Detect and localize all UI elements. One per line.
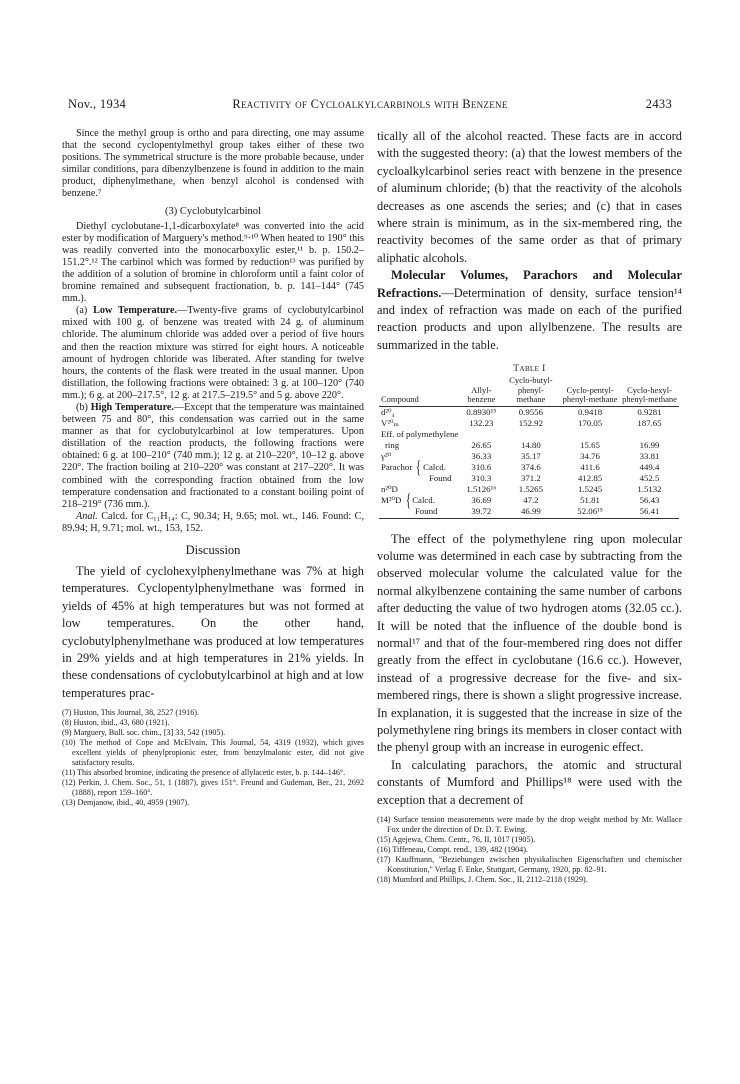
paragraph-analysis	[62, 511, 364, 535]
row-label: γ²⁰	[381, 450, 392, 461]
table-cell: 33.81	[639, 450, 660, 461]
table-cell: 152.92	[518, 417, 543, 428]
row-label: n²⁰D	[381, 483, 398, 494]
table-cell: 310.3	[471, 472, 492, 483]
column-header: Compound	[379, 376, 461, 406]
table-cell: 36.69	[471, 494, 492, 505]
table-cell: 1.5265	[518, 483, 543, 494]
molecular-volumes-text: —Determination of density, surface tension¹⁴ and index of refraction was made on each of the purified reaction products and upon allylbenzene. The results are summarized in the table.	[377, 285, 682, 352]
footnote: (9) Marguery, Bull. soc. chim., [3] 33, 542 (1905).	[62, 728, 226, 738]
table-row	[379, 406, 679, 418]
table-cell: 0.9556	[518, 406, 543, 417]
table-row	[379, 462, 679, 473]
table-cell: 0.8930¹⁵	[466, 406, 497, 417]
table-cell: 51.81	[580, 494, 600, 505]
discussion-heading: Discussion	[185, 543, 241, 557]
row-label: Eff. of polymethylene	[381, 428, 459, 439]
table-cell: 132.23	[469, 417, 494, 428]
column-header: Cyclo-butyl-phenyl-methane	[502, 376, 560, 406]
paragraph-high-temperature	[62, 402, 364, 511]
brace-glyph: {	[416, 457, 422, 478]
running-header	[68, 97, 672, 113]
table-cell: 452.5	[639, 472, 660, 483]
low-temperature-heading: Low Temperature.	[93, 305, 178, 317]
row-sublabel: Calcd.	[412, 494, 435, 505]
footnote: (13) Demjanow, ibid., 40, 4959 (1907).	[62, 798, 190, 808]
table-cell: 170.05	[577, 417, 603, 428]
high-temperature-text: —Except that the temperature was maintained between 75 and 80°, this condensation was carried out in the same manner as that for cyclobutylcarbinol at low temperatures. Upon distillation of the reaction products, the following fractions were obtained: 6 g. at 100–210° (740 mm.); 12 g. at 210–220°, 10–12 g. above 220°. The fraction boiling at 210–220° was constant at 217–220°. It was combined with the corresponding fraction obtained from the low temperature condensation and fractionated to a constant boiling point of 218–219° (736 mm.).	[62, 401, 364, 510]
table-cell: 1.5245	[577, 483, 603, 494]
table-cell: 39.72	[461, 506, 502, 519]
analysis-text: Calcd. for C₁₁H₁₄: C, 90.34; H, 9.65; mol. wt., 146. Found: C, 89.94; H, 9.71; mol. wt., 153, 152.	[62, 510, 364, 534]
data-table	[379, 376, 679, 518]
table-cell: 26.65	[471, 439, 492, 450]
table-cell: 449.4	[639, 461, 660, 472]
table-cell: 15.65	[580, 439, 600, 450]
table-cell: 310.6	[471, 461, 492, 472]
table-cell: 56.43	[639, 494, 660, 505]
footnote: (8) Huston, ibid., 43, 680 (1921).	[62, 718, 170, 728]
table-cell: 35.17	[520, 450, 541, 461]
table-header-row	[379, 376, 679, 406]
table-row	[379, 484, 679, 495]
table-cell: 36.33	[471, 450, 492, 461]
paragraph-continued: tically all of the alcohol reacted. These facts are in accord with the suggested theory: (a) that the lowest members of the cycloalkylcarbinol series react with benzene in the presence of aluminum chloride; (b) that the reactivity of the alcohols decreases as one ascends the series; and (c) that in cases where strain is minimum, as in the six-membered ring, the reactivity becomes of the same order as that of primary aliphatic alcohols.	[377, 129, 682, 265]
brace-glyph: {	[405, 490, 411, 511]
item-label-a: (a)	[76, 305, 94, 317]
paragraph-diethyl-ester: Diethyl cyclobutane-1,1-dicarboxylate⁸ was converted into the acid ester by modification of Marguery's method.⁹·¹⁰ When heated to 190° this was readily converted into the monocarboxylic ester,¹¹ b. p. 150.2–151.2°.¹² The carbinol which was formed by reduction¹³ was purified by the addition of a solution of bromine in chloroform until a faint color of bromine remained and subsequent fractionation, b. p. 141–144° (745 mm.).	[62, 220, 364, 305]
paragraph-methyl-group: Since the methyl group is ortho and para directing, one may assume that the second cyclopentylmethyl group takes either of these two positions. The symmetrical structure is the more probable because, under similar conditions, para dibenzylbenzene is found in addition to the main product, diphenylmethane, when benzyl alcohol is condensed with benzene.⁷	[62, 128, 364, 200]
table-cell: 16.99	[639, 439, 660, 450]
column-header: Cyclo-pentyl-phenyl-methane	[560, 376, 620, 406]
paragraph-discussion: The yield of cyclohexylphenylmethane was 7% at high temperatures. Cyclopentylphenylmethane was formed in yields of 45% at high temperatures but was not formed at low temperatures. On the other hand, cyclobutylphenylmethane was produced at low temperatures in 29% yields and at high temperatures in 21% yields. In these condensations of cyclobutylcarbinol at high and at low temperatures prac-	[62, 564, 364, 700]
left-column	[62, 128, 364, 808]
molecular-volumes-heading: Molecular Volumes, Parachors and Molecular Refractions.	[377, 268, 682, 300]
paragraph-low-temperature	[62, 305, 364, 402]
parachor-label: Parachor	[381, 461, 413, 472]
footnote: (16) Tiffeneau, Compt. rend., 139, 482 (1904).	[377, 845, 528, 854]
footnote: (17) Kauffmann, "Beziehungen zwischen physikalischen Eigenschaften und chemischer Konstitution," Verlag F. Enke, Stuttgart, Germany, 1920, pp. 82–91.	[377, 855, 682, 874]
table-cell: 1.5126¹⁶	[466, 483, 497, 494]
table-cell: 374.6	[520, 461, 541, 472]
footnote: (11) This absorbed bromine, indicating the presence of allylacetic ester, b. p. 144–146°.	[62, 768, 346, 778]
anal-label: Anal.	[76, 510, 98, 522]
table-cell: 52.06¹⁵	[560, 506, 620, 519]
header-title: Reactivity of Cycloalkylcarbinols with Benzene	[232, 97, 508, 111]
footnote: (18) Mumford and Phillips, J. Chem. Soc., II, 2112–2118 (1929).	[377, 875, 588, 884]
page-number: 2433	[645, 97, 672, 111]
mrd-label: M²⁰D	[381, 494, 402, 505]
table-cell: 0.9281	[637, 406, 662, 417]
row-label: ring	[385, 439, 400, 450]
table-cell: 187.65	[637, 417, 662, 428]
high-temperature-heading: High Temperature.	[90, 401, 174, 413]
table-cell: 46.99	[502, 506, 560, 519]
table-cell: 47.2	[523, 494, 539, 505]
footnotes-right	[377, 815, 682, 885]
table-row	[379, 418, 679, 429]
column-header: Allyl-benzene	[461, 376, 502, 406]
table-caption: Table I	[513, 364, 546, 375]
paragraph-polymethylene-effect: The effect of the polymethylene ring upon molecular volume was determined in each case by subtracting from the observed molecular volume the calculated value for the normal alkylbenzene containing the same number of carbons after deducting the value of two hydrogen atoms (32.05 cc.). It will be noted that the influence of the double bond is normal¹⁷ and that of the four-membered ring does not differ greatly from the effect in cyclobutane (16.6 cc.). However, instead of a progressive decrease for the five- and six-membered rings, there is shown a slight progressive increase. In explanation, it is suggested that the increase in size of the polymethylene ring brings its members in closer contact with the phenyl group with an increase in eurogenic effect.	[377, 531, 682, 755]
right-column	[377, 128, 682, 885]
table-row	[379, 429, 679, 440]
row-sublabel: Found	[429, 472, 452, 483]
table-row	[379, 473, 679, 484]
header-date: Nov., 1934	[68, 97, 127, 111]
item-label-b: (b)	[76, 401, 91, 413]
table-cell: 14.80	[520, 439, 541, 450]
row-sublabel: Calcd.	[423, 461, 446, 472]
table-row	[379, 495, 679, 506]
low-temperature-text: —Twenty-five grams of cyclobutylcarbinol mixed with 100 g. of benzene was treated with 24 g. of aluminum chloride. The aluminum chloride was added over a period of five hours and then the reaction mixture was stirred for eight hours. A noticeable amount of hydrogen chloride was liberated. After standing for twelve hours, the contents of the flask were treated in the usual manner. Upon distillation, the following fractions were obtained: 3 g. at 100–120° (740 mm.); 6 g. at 200–217.5°, 12 g. at 217.5–219.5° and 5 g. above 220°.	[62, 305, 365, 401]
table-cell: 0.9418	[577, 406, 603, 417]
row-label: V²⁰ₘ	[381, 417, 399, 428]
table-cell: 1.5132	[637, 483, 662, 494]
table-cell: 371.2	[520, 472, 541, 483]
column-header: Cyclo-hexyl-phenyl-methane	[620, 376, 679, 406]
table-cell: 412.85	[577, 472, 603, 483]
footnote: (10) The method of Cope and McElvain, This Journal, 54, 4319 (1932), which gives excellent yields of phenylpropionic ester, from benzylmalonic ester, did not give satisfactory results.	[62, 738, 364, 768]
table-row	[379, 506, 679, 519]
row-sublabel: Found	[379, 506, 461, 519]
table-cell: 56.41	[620, 506, 679, 519]
footnote: (12) Perkin, J. Chem. Soc., 51, 1 (1887), gives 151°. Freund and Gudeman, Ber., 21, 2692 (1888), report 159–160°.	[62, 778, 364, 798]
paragraph-parachors: In calculating parachors, the atomic and structural constants of Mumford and Phillips¹⁸ were used with the exception that a decrement of	[377, 757, 682, 807]
paragraph-molecular-volumes	[377, 267, 682, 354]
table-row	[379, 451, 679, 462]
footnotes-left	[62, 708, 364, 808]
table-row	[379, 440, 679, 451]
subheading-cyclobutylcarbinol: (3) Cyclobutylcarbinol	[165, 205, 261, 217]
row-label: d²⁰₄	[381, 406, 395, 417]
footnote: (15) Agejewa, Chem. Centr., 76, II, 1017 (1905).	[377, 835, 536, 844]
footnote: (14) Surface tension measurements were made by the drop weight method by Mr. Wallace Fox under the direction of Dr. D. T. Ewing.	[377, 815, 682, 834]
footnote: (7) Huston, This Journal, 38, 2527 (1916).	[62, 708, 199, 718]
table-cell: 34.76	[580, 450, 600, 461]
table-cell: 411.6	[580, 461, 600, 472]
